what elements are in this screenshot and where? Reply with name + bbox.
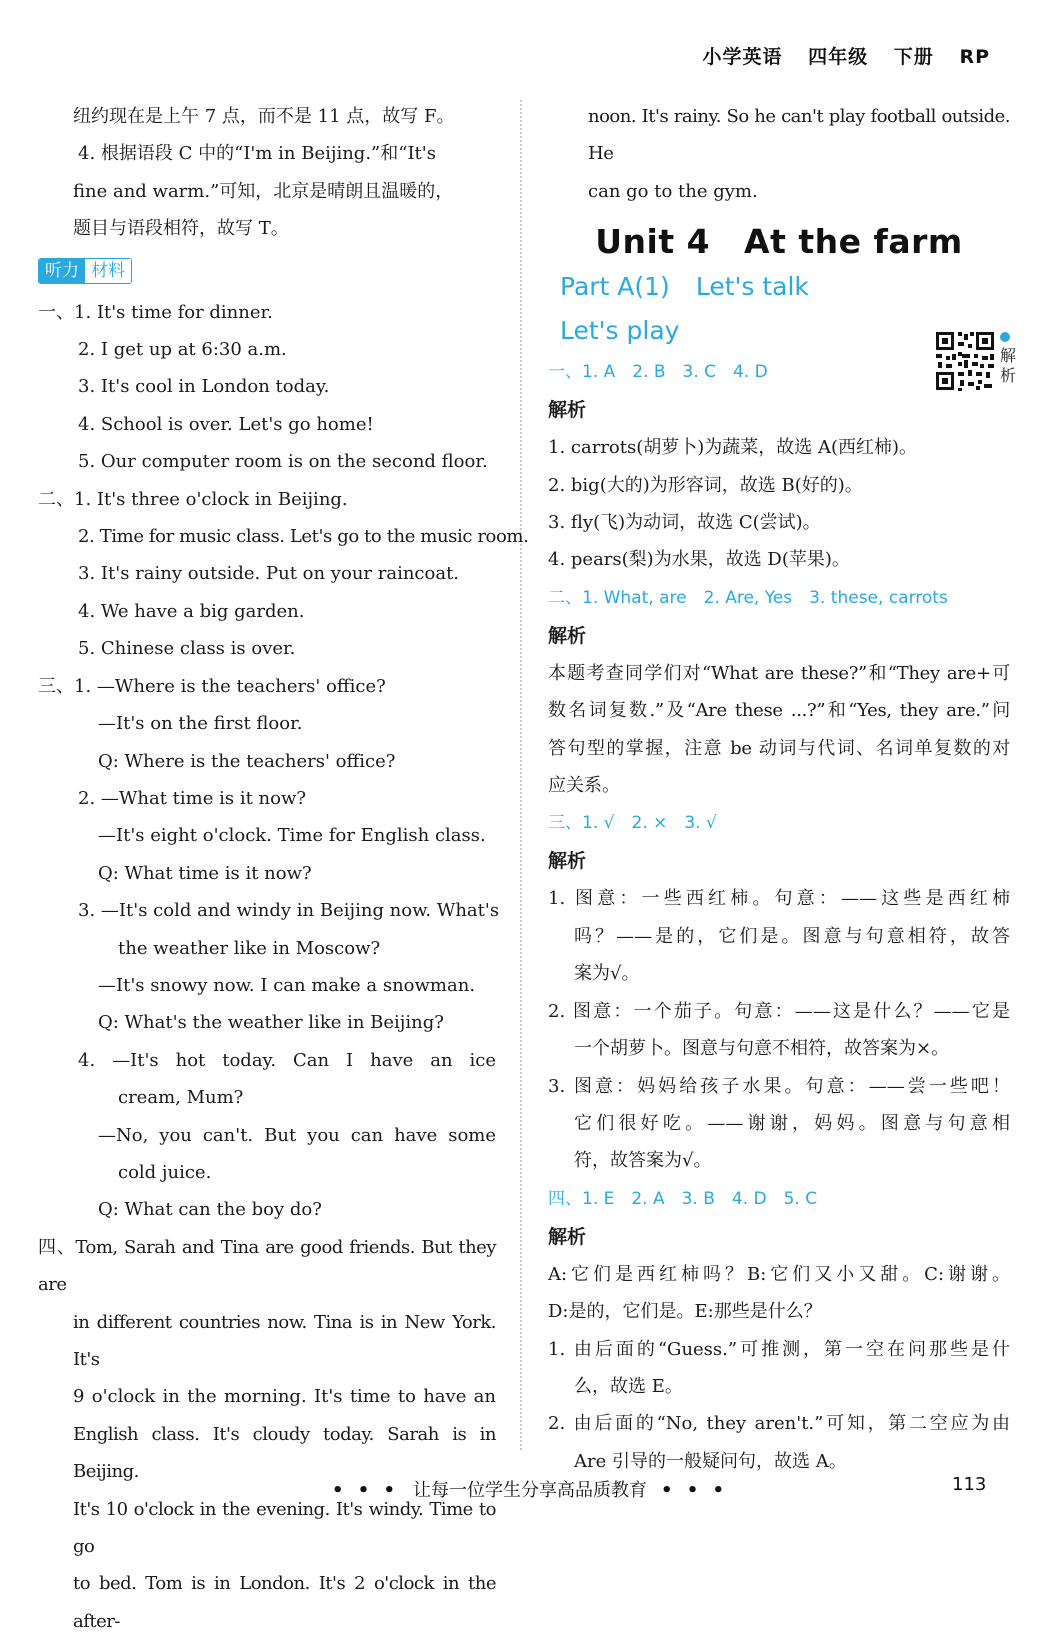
column-divider xyxy=(520,100,522,1450)
text-line: 4. —It's hot today. Can I have an ice xyxy=(78,1049,496,1071)
part-label: Part A(1) xyxy=(560,272,670,302)
unit-number: Unit 4 xyxy=(595,222,711,262)
answer-line: 四、1. E 2. A 3. B 4. D 5. C xyxy=(548,1188,818,1209)
answer-line: 一、1. A 2. B 3. C 4. D xyxy=(548,362,768,383)
text-line: 4. We have a big garden. xyxy=(78,600,305,622)
text-line: 一个胡萝卜。图意与句意不相符，故答案为×。 xyxy=(574,1038,950,1060)
tag-part-a: 听力 xyxy=(39,259,85,283)
text-line: the weather like in Moscow? xyxy=(118,937,381,959)
header-subject: 小学英语 xyxy=(702,46,783,68)
footer-dots-right: • • • xyxy=(661,1480,729,1501)
text-line: 4. 根据语段 C 中的“I'm in Beijing.”和“It's xyxy=(78,143,436,165)
text-line: 纽约现在是上午 7 点，而不是 11 点，故写 F。 xyxy=(73,106,455,127)
text-line: 3. It's cool in London today. xyxy=(78,376,330,398)
text-line: 1. 由后面的“Guess.”可推测，第一空在问那些是什 xyxy=(548,1338,1010,1360)
text-line: 1. 图意：一些西红柿。句意：——这些是西红柿 xyxy=(548,888,1010,910)
text-line: 9 o'clock in the morning. It's time to have an xyxy=(73,1386,496,1408)
lets-play-label: Let's play xyxy=(560,316,680,346)
footer-slogan: 让每一位学生分享高品质教育 xyxy=(413,1480,647,1501)
text-line: 2. big(大的)为形容词，故选 B(好的)。 xyxy=(548,474,863,496)
text-line: —It's snowy now. I can make a snowman. xyxy=(98,974,476,996)
qr-label: 解析 xyxy=(1000,346,1017,385)
analysis-heading: 解析 xyxy=(548,1225,587,1248)
text-line: 3. 图意：妈妈给孩子水果。句意：——尝一些吧！ xyxy=(548,1075,1010,1097)
text-line: cold juice. xyxy=(118,1161,212,1183)
analysis-heading: 解析 xyxy=(548,399,587,422)
text-line: 题目与语段相符，故写 T。 xyxy=(73,218,289,240)
listening-material-tag xyxy=(38,258,132,284)
qr-dot-icon xyxy=(1000,332,1010,342)
text-line: 应关系。 xyxy=(548,775,620,797)
answer-line: 二、1. What, are 2. Are, Yes 3. these, carrots xyxy=(548,587,948,608)
text-line: 2. 由后面的“No, they aren't.”可知，第二空应为由 xyxy=(548,1413,1010,1435)
text-line: It's 10 o'clock in the evening. It's windy. Time to go xyxy=(73,1498,496,1558)
text-line: 4. School is over. Let's go home! xyxy=(78,413,374,435)
text-line: 三、1. —Where is the teachers' office? xyxy=(38,675,386,697)
footer-dots-left: • • • xyxy=(331,1480,399,1501)
text-line: Q: What can the boy do? xyxy=(98,1199,322,1221)
text-line: in different countries now. Tina is in New York. It's xyxy=(73,1311,496,1370)
unit-name: At the farm xyxy=(744,222,963,262)
text-line: 一、1. It's time for dinner. xyxy=(38,301,273,323)
header-grade: 四年级 xyxy=(808,46,869,68)
text-line: 2. Time for music class. Let's go to the music room. xyxy=(78,526,529,548)
text-line: A:它们是西红柿吗？B:它们又小又甜。C:谢谢。 xyxy=(548,1263,1010,1285)
text-line: 答句型的掌握，注意 be 动词与代词、名词单复数的对 xyxy=(548,737,1010,759)
tag-part-b: 材料 xyxy=(85,259,131,283)
text-line: 5. Our computer room is on the second floor. xyxy=(78,451,488,473)
analysis-heading: 解析 xyxy=(548,850,587,873)
qr-code-icon xyxy=(934,330,996,392)
text-line: Q: Where is the teachers' office? xyxy=(98,750,396,772)
text-line: 4. pears(梨)为水果，故选 D(苹果)。 xyxy=(548,549,850,571)
unit-title xyxy=(548,222,1010,261)
right-column xyxy=(548,98,1017,1480)
text-line: 符，故答案为√。 xyxy=(574,1150,712,1172)
text-line: 2. I get up at 6:30 a.m. xyxy=(78,339,287,361)
text-line: —It's on the first floor. xyxy=(98,713,303,735)
text-line: 吗？——是的，它们是。图意与句意相符，故答 xyxy=(574,925,1010,947)
text-line: —It's eight o'clock. Time for English class. xyxy=(98,825,486,847)
text-line: 二、1. It's three o'clock in Beijing. xyxy=(38,488,348,510)
lets-talk-label: Let's talk xyxy=(695,272,809,302)
answer-line: 三、1. √ 2. × 3. √ xyxy=(548,813,717,834)
text-line: can go to the gym. xyxy=(588,180,758,202)
header-term: 下册 xyxy=(893,46,934,68)
page-footer xyxy=(0,1476,1060,1502)
text-line: 2. 图意：一个茄子。句意：——这是什么？——它是 xyxy=(548,1000,1010,1022)
text-line: 1. carrots(胡萝卜)为蔬菜，故选 A(西红柿)。 xyxy=(548,437,918,459)
text-line: 5. Chinese class is over. xyxy=(78,638,296,660)
header-edition: RP xyxy=(959,46,990,68)
text-line: to bed. Tom is in London. It's 2 o'clock in the after- xyxy=(73,1573,496,1632)
text-line: 数名词复数.”及“Are these ...?”和“Yes, they are.”问 xyxy=(548,700,1010,722)
text-line: fine and warm.”可知，北京是晴朗且温暖的， xyxy=(73,180,454,202)
text-line: 它们很好吃。——谢谢，妈妈。图意与句意相 xyxy=(574,1112,1010,1134)
qr-code[interactable] xyxy=(934,330,1017,402)
text-line: 本题考查同学们对“What are these?”和“They are+可 xyxy=(548,662,1010,684)
text-line: 案为√。 xyxy=(574,963,640,985)
text-line: —No, you can't. But you can have some xyxy=(98,1124,496,1146)
text-line: 3. —It's cold and windy in Beijing now. What's xyxy=(78,900,500,922)
page-number: 113 xyxy=(952,1474,987,1495)
page-header xyxy=(685,42,990,69)
text-line: cream, Mum? xyxy=(118,1087,244,1109)
text-line: 2. —What time is it now? xyxy=(78,787,307,809)
text-line: Q: What time is it now? xyxy=(98,862,312,884)
text-line: Q: What's the weather like in Beijing? xyxy=(98,1012,444,1034)
text-line: Are 引导的一般疑问句，故选 A。 xyxy=(574,1450,847,1472)
text-line: 3. It's rainy outside. Put on your raincoat. xyxy=(78,563,460,585)
text-line: 3. fly(飞)为动词，故选 C(尝试)。 xyxy=(548,512,821,534)
text-line: 四、Tom, Sarah and Tina are good friends. But they are xyxy=(38,1236,496,1296)
text-line: D:是的，它们是。E:那些是什么？ xyxy=(548,1301,822,1323)
text-line: English class. It's cloudy today. Sarah is in Beijing. xyxy=(73,1423,496,1483)
text-line: noon. It's rainy. So he can't play football outside. He xyxy=(588,106,1010,165)
analysis-heading: 解析 xyxy=(548,624,587,647)
part-heading xyxy=(548,265,1010,309)
text-line: 么，故选 E。 xyxy=(574,1375,683,1397)
left-column xyxy=(38,98,529,1640)
